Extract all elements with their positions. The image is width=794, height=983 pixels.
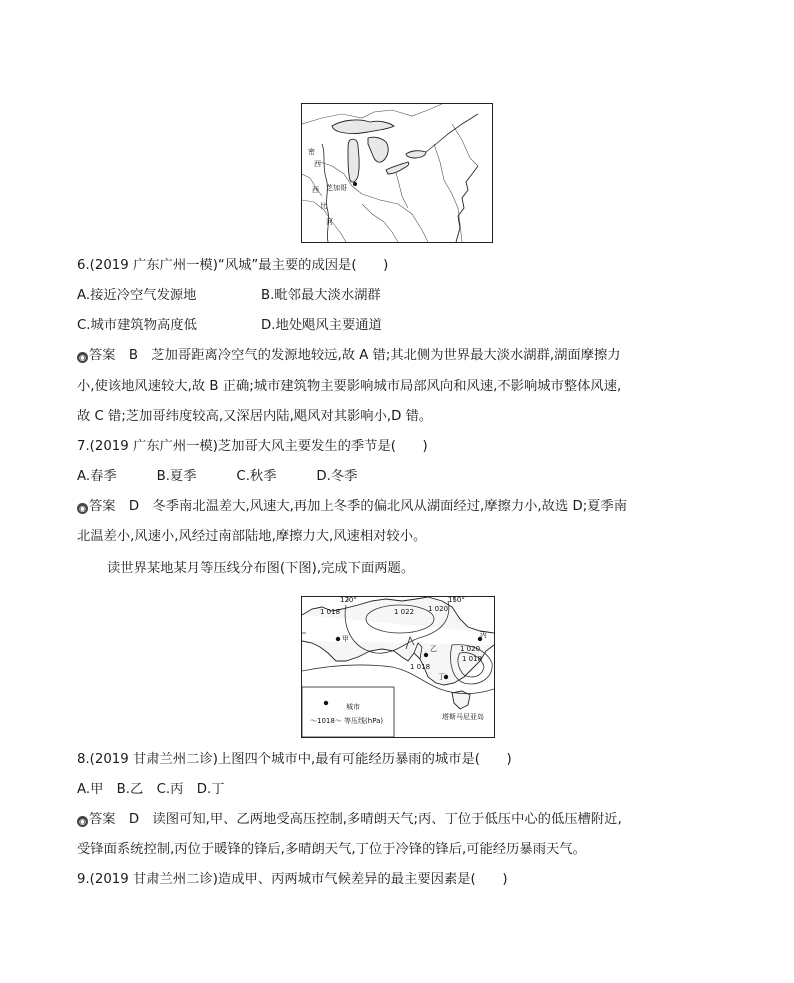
map1-label-mi: 密: [308, 148, 315, 156]
q8-answer-line-1: ◉ 答案 D 读图可知,甲、乙两地受高压控制,多晴朗天气;丙、丁位于低压中心的低压槽附近,: [79, 812, 622, 827]
map2-isobar-1020-east: 1 020: [460, 645, 481, 653]
map2-isobar-1018-east: 1 018: [462, 655, 483, 663]
q8-answer-line-2: 受锋面系统控制,丙位于暖锋的锋后,多晴朗天气,丁位于冷锋的锋后,可能经历暴雨天气。: [77, 842, 586, 857]
map2-city-bing: 丙: [480, 631, 487, 639]
map2-isobar-1020: 1 020: [428, 605, 449, 613]
isobar-map: [301, 596, 495, 738]
answer-icon: ◉: [77, 816, 88, 827]
q6-answer-line-2: 小,使该地风速较大,故 B 正确;城市建筑物主要影响城市局部风向和风速,不影响城市整体风速,: [77, 379, 622, 394]
q6-option-b: B.毗邻最大淡水湖群: [261, 288, 381, 303]
map2-city-yi: 乙: [430, 645, 437, 653]
q7-answer-line-2: 北温差小,风速小,风经过南部陆地,摩擦力大,风速相对较小。: [77, 529, 427, 544]
map2-isobar-1022: 1 022: [394, 608, 415, 616]
q6-option-c: C.城市建筑物高度低: [77, 318, 197, 333]
answer-icon: ◉: [77, 503, 88, 514]
q6-options-ab: [77, 287, 381, 305]
q9-stem: 9.(2019 甘肃兰州二诊)造成甲、丙两城市气候差异的最主要因素是( ): [77, 872, 508, 887]
q7-stem: 7.(2019 广东广州一模)芝加哥大风主要发生的季节是( ): [77, 439, 428, 454]
q6-option-d: D.地处飓风主要通道: [261, 318, 382, 333]
q6-option-a: A.接近冷空气发源地: [77, 288, 197, 303]
map2-island-label: 塔斯马尼亚岛: [442, 713, 484, 721]
map2-isobar-1018-west: 1 018: [320, 608, 341, 616]
map1-label-xi2: 西: [312, 186, 319, 194]
map2-city-ding: 丁: [438, 673, 445, 681]
q7-options: A.春季 B.夏季 C.秋季 D.冬季: [77, 469, 358, 484]
q7-answer-line-1: ◉ 答案 D 冬季南北温差大,风速大,再加上冬季的偏北风从湖面经过,摩擦力小,故选 D;夏季南: [79, 499, 628, 514]
chicago-map: [301, 103, 493, 243]
map1-label-xi1: 西: [314, 160, 321, 168]
map1-label-he: 河: [326, 218, 333, 226]
q8-options: A.甲 B.乙 C.丙 D.丁: [77, 782, 225, 797]
map1-label-bi: 比: [320, 202, 327, 210]
map2-city-jia: 甲: [342, 635, 349, 643]
answer-icon: ◉: [77, 352, 88, 363]
q6-stem: 6.(2019 广东广州一模)“风城”最主要的成因是( ): [77, 258, 389, 273]
q6-answer-line-1: ◉ 答案 B 芝加哥距离冷空气的发源地较远,故 A 错;其北侧为世界最大淡水湖群,湖面摩擦力: [79, 348, 621, 363]
q6-options-cd: [77, 317, 382, 335]
intro-text: 读世界某地某月等压线分布图(下图),完成下面两题。: [107, 561, 415, 576]
map2-legend-city: 城市: [346, 703, 360, 711]
q8-stem: 8.(2019 甘肃兰州二诊)上图四个城市中,最有可能经历暴雨的城市是( ): [77, 752, 512, 767]
q6-answer-line-3: 故 C 错;芝加哥纬度较高,又深居内陆,飓风对其影响小,D 错。: [77, 409, 433, 424]
map2-legend-isobar: ～1018～ 等压线(hPa): [310, 717, 384, 725]
map2-lon-120: 120°: [340, 596, 357, 604]
map1-label-chicago: 芝加哥: [326, 184, 347, 192]
map2-isobar-1018-south: 1 018: [410, 663, 431, 671]
map2-lon-150: 150°: [448, 596, 465, 604]
